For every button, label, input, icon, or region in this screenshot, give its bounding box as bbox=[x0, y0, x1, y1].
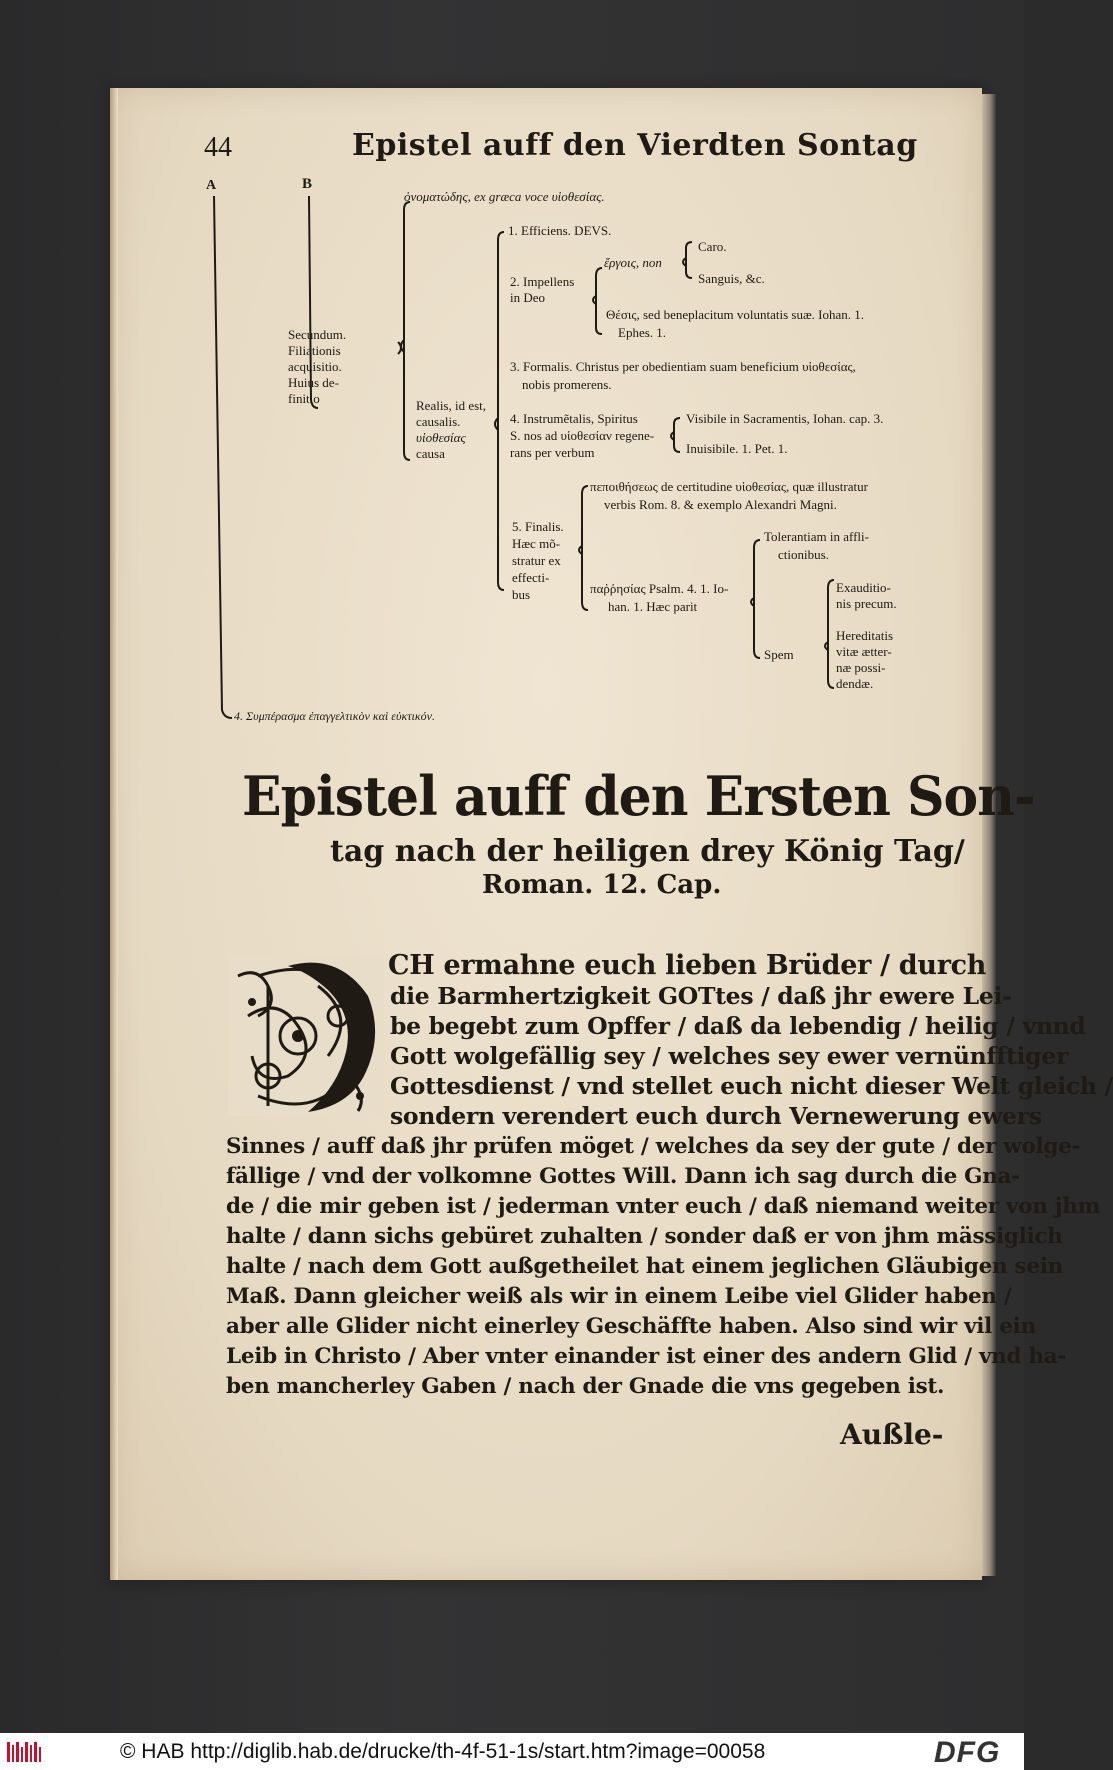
pepoithesis-line: πεποιθήσεως de certitudine υἱοθεσίας, quæ illustratur bbox=[590, 479, 868, 494]
page-gutter bbox=[110, 88, 118, 1580]
parresias-line: παῤῥησίας Psalm. 4. 1. Io- bbox=[590, 581, 729, 596]
section-heading-line1: Epistel auff den Ersten Son- bbox=[242, 764, 1035, 829]
realis-line: causalis. bbox=[416, 414, 461, 429]
pepoithesis-entry bbox=[590, 478, 868, 514]
outline-label-a: A bbox=[206, 178, 217, 193]
hereditatis-line: vitæ ætter- bbox=[836, 644, 892, 659]
exauditionis-line: Exauditio- bbox=[836, 580, 891, 595]
onomatodes-entry: ὀνοματώδης, ex græca voce υἱοθεσίας. bbox=[404, 189, 605, 204]
secundum-line: Huius de- bbox=[288, 375, 339, 390]
symperasma-entry: 4. Συμπέρασμα ἐπαγγελτικὸν καὶ εὐκτικόν. bbox=[234, 709, 435, 723]
spem-entry: Spem bbox=[764, 647, 794, 662]
parresias-entry bbox=[590, 580, 728, 616]
instrumentalis-line: S. nos ad υἱοθεσίαν regene- bbox=[510, 428, 655, 443]
realis-causa bbox=[416, 398, 486, 462]
section-heading-line2: tag nach der heiligen drey König Tag/ bbox=[330, 834, 965, 869]
tolerantiam-line: ctionibus. bbox=[778, 547, 829, 562]
thesis-entry: Θέσις, sed beneplacitum voluntatis suæ. Iohan. 1. bbox=[606, 307, 864, 322]
body-text-line: aber alle Glider nicht einerley Geschäffte haben. Also sind wir vil ein bbox=[226, 1314, 1036, 1339]
instrumentalis-line: 4. Instrumẽtalis, Spiritus bbox=[510, 411, 638, 426]
secundum-line: acquisitio. bbox=[288, 359, 342, 374]
formalis-line: 3. Formalis. Christus per obedientiam suam beneficium υἱοθεσίας, bbox=[510, 359, 856, 374]
decorated-initial-icon bbox=[228, 956, 384, 1116]
ergis-non-entry: ἔργοις, non bbox=[604, 255, 662, 270]
catchword: Außle- bbox=[840, 1418, 944, 1451]
page-number: 44 bbox=[204, 132, 232, 163]
formalis-line: nobis promerens. bbox=[522, 377, 612, 392]
finalis-entry bbox=[512, 518, 564, 603]
body-text-line: Maß. Dann gleicher weiß als wir in einem Leibe viel Glider haben / bbox=[226, 1284, 1012, 1309]
running-head: Epistel auff den Vierdten Sontag bbox=[352, 128, 918, 163]
body-text-line: halte / dann sichs gebüret zuhalten / sonder daß er von jhm mässiglich bbox=[226, 1224, 1063, 1249]
tolerantiam-line: Tolerantiam in affli- bbox=[764, 529, 869, 544]
exauditionis-entry bbox=[836, 580, 897, 612]
finalis-line: Hæc mõ- bbox=[512, 536, 561, 551]
body-text-line: Gott wolgefällig sey / welches sey ewer vernünfftiger bbox=[390, 1042, 1069, 1070]
footer-bar bbox=[0, 1733, 1024, 1770]
body-text-line: be begebt zum Opffer / daß da lebendig / heilig / vnnd bbox=[390, 1012, 1086, 1040]
body-text-line: die Barmhertzigkeit GOTtes / daß jhr ewere Lei- bbox=[390, 982, 1012, 1010]
dfg-logo-icon: DFG bbox=[934, 1736, 1001, 1769]
ephes-entry: Ephes. 1. bbox=[618, 325, 667, 340]
body-text-line: fällige / vnd der volkomne Gottes Will. Dann ich sag durch die Gna- bbox=[226, 1164, 1020, 1189]
finalis-line: stratur ex bbox=[512, 553, 561, 568]
hereditatis-line: Hereditatis bbox=[836, 628, 894, 643]
realis-line: causa bbox=[416, 446, 445, 461]
inuisibile-entry: Inuisibile. 1. Pet. 1. bbox=[686, 441, 788, 456]
body-text-line: Sinnes / auff daß jhr prüfen möget / welches da sey der gute / der wolge- bbox=[226, 1134, 1081, 1159]
sanguis-entry: Sanguis, &c. bbox=[698, 271, 765, 286]
secundum-line: finitio bbox=[288, 391, 320, 406]
body-text-line: Leib in Christo / Aber vnter einander ist einer des andern Glid / vnd ha- bbox=[226, 1344, 1066, 1369]
impellens-line: 2. Impellens bbox=[510, 274, 575, 289]
exauditionis-line: nis precum. bbox=[836, 596, 897, 611]
outline-label-b: B bbox=[302, 176, 313, 192]
hereditatis-line: dendæ. bbox=[836, 676, 874, 691]
body-text-line: halte / nach dem Gott außgetheilet hat einem jeglichen Gläubigen sein bbox=[226, 1254, 1063, 1279]
instrumentalis-entry bbox=[510, 410, 654, 461]
secundum-line: Filiationis bbox=[288, 343, 341, 358]
body-text-line: ben mancherley Gaben / nach der Gnade die vns gegeben ist. bbox=[226, 1374, 945, 1399]
realis-line: Realis, id est, bbox=[416, 398, 487, 413]
tolerantiam-entry bbox=[764, 528, 869, 564]
hereditatis-entry bbox=[836, 628, 893, 692]
pepoithesis-line: verbis Rom. 8. & exemplo Alexandri Magni. bbox=[604, 497, 837, 512]
footer-url[interactable]: © HAB http://diglib.hab.de/drucke/th-4f-51-1s/start.htm?image=00058 bbox=[120, 1740, 766, 1763]
impellens-line: in Deo bbox=[510, 290, 546, 305]
finalis-line: 5. Finalis. bbox=[512, 519, 564, 534]
visibile-entry: Visibile in Sacramentis, Iohan. cap. 3. bbox=[686, 411, 884, 426]
body-text-line: CH ermahne euch lieben Brüder / durch bbox=[388, 950, 987, 981]
secundum-line: Secundum. bbox=[288, 327, 347, 342]
formalis-entry bbox=[510, 358, 856, 394]
hab-logo-icon bbox=[6, 1739, 46, 1765]
section-heading-line3: Roman. 12. Cap. bbox=[482, 870, 722, 900]
hereditatis-line: næ possi- bbox=[836, 660, 886, 675]
finalis-line: effecti- bbox=[512, 570, 550, 585]
body-text-line: Gottesdienst / vnd stellet euch nicht dieser Welt gleich / bbox=[390, 1072, 1113, 1100]
realis-line: υἱοθεσίας bbox=[416, 430, 466, 445]
efficiens-entry: 1. Efficiens. DEVS. bbox=[508, 223, 612, 238]
body-text-line: sondern verendert euch durch Vernewerung ewers bbox=[390, 1102, 1042, 1130]
instrumentalis-line: rans per verbum bbox=[510, 445, 595, 460]
parresias-line: han. 1. Hæc parit bbox=[608, 599, 698, 614]
body-text-line: de / die mir geben ist / jederman vnter euch / daß niemand weiter von jhm bbox=[226, 1194, 1100, 1219]
impellens-entry bbox=[510, 274, 574, 306]
secundum-definitio bbox=[288, 327, 346, 407]
finalis-line: bus bbox=[512, 587, 531, 602]
caro-entry: Caro. bbox=[698, 239, 727, 254]
